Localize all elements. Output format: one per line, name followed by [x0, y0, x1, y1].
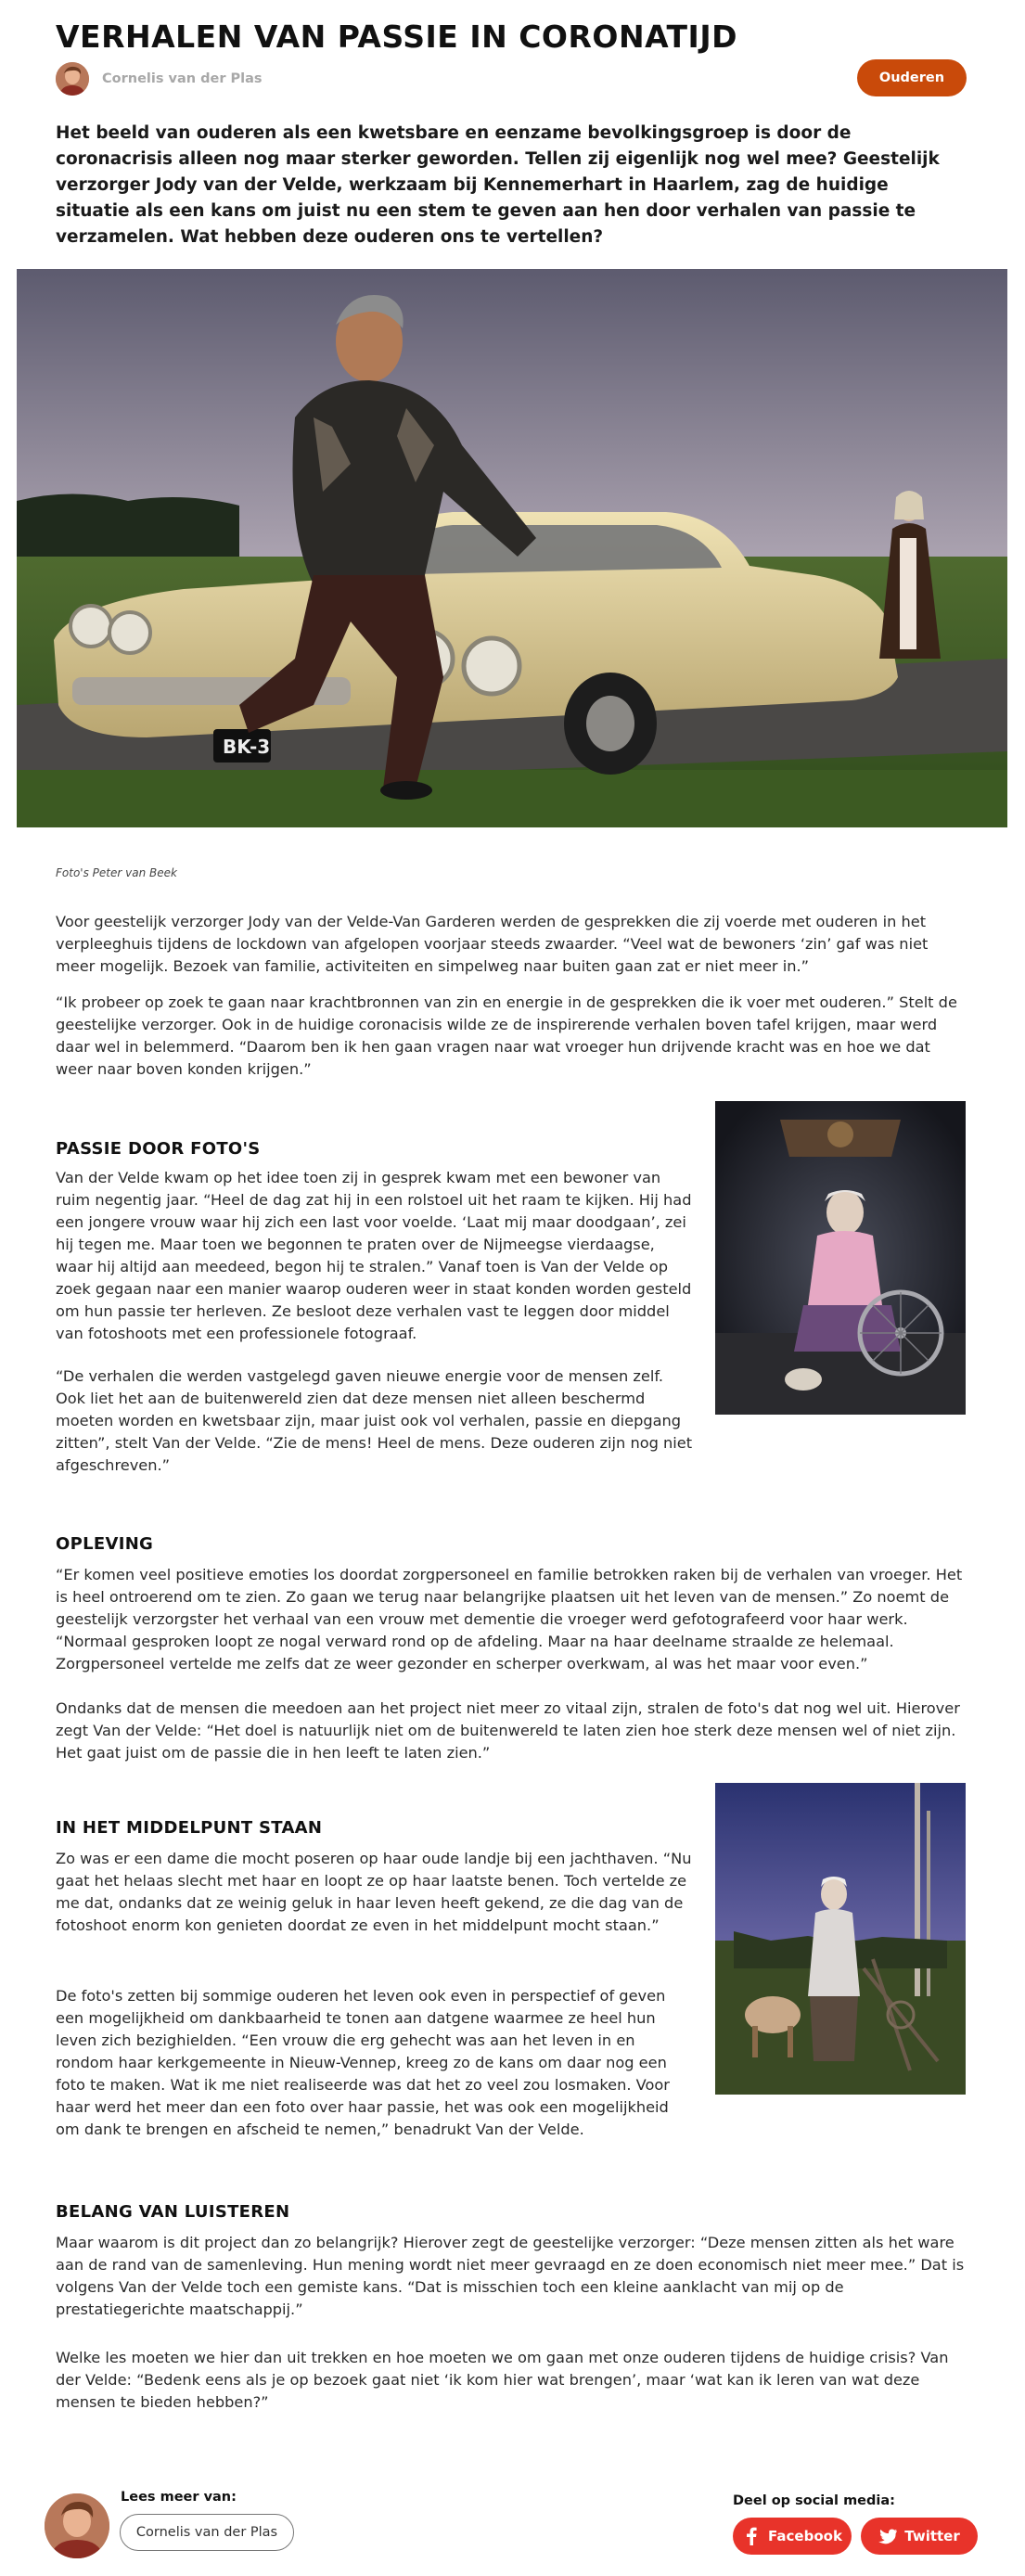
twitter-icon	[878, 2527, 897, 2545]
twitter-share-button[interactable]	[861, 2518, 978, 2555]
photo-caption: Foto's Peter van Beek	[56, 866, 177, 879]
photo-woman-wheelchair	[715, 1101, 966, 1415]
paragraph-7: Zo was er een dame die mocht poseren op haar oude landje bij een jachthaven. “Nu gaat het helaas slecht met haar en loopt ze op haar laatste benen. Toch vertelde ze me dat, ondanks dat ze weinig geluk in haar leven heeft gekend, ze die dag van de fotoshoot enorm kon genieten doordat ze even in het middelpunt mocht staan.”	[56, 1850, 692, 1934]
read-more-label: Lees meer van:	[121, 2490, 237, 2505]
photo-wheelchair-illustration	[715, 1101, 966, 1415]
heading-in-het-middelpunt-staan: IN HET MIDDELPUNT STAAN	[56, 1818, 323, 1838]
paragraph-10: Welke les moeten we hier dan uit trekken en hoe moeten we om gaan met onze ouderen tijdens de huidige crisis? Van der Velde: “Bedenk eens als je op bezoek gaat niet ‘ik kom hier wat brengen’, maar ‘wat kan ik leren van wat deze mensen te bieden hebben?”	[56, 2349, 949, 2411]
paragraph-8: De foto's zetten bij sommige ouderen het leven ook even in perspectief of geven een mogelijkheid om dankbaarheid te tonen aan datgene waarmee ze heel hun leven zich bezighielden. “Een vrouw die erg gehecht was aan het leven in en rondom haar kerkgemeente in Nieuw-Vennep, kreeg zo de kans om daar nog een foto te maken. Wat ik me niet realiseerde was dat het zo veel zou losmaken. Voor haar werd het meer dan een foto over haar passie, het was ook een mogelijkheid om dank te brengen en afscheid te nemen,” benadrukt Van der Velde.	[56, 1987, 670, 2138]
article-intro: Het beeld van ouderen als een kwetsbare en eenzame bevolkingsgroep is door de coronacrisis alleen nog maar sterker geworden. Tellen zij eigenlijk nog wel mee? Geestelijk verzorger Jody van der Velde, werkzaam bij Kennemerhart in Haarlem, zag de huidige situatie als een kans om juist nu een stem te geven aan hen door verhalen van passie te verzamelen. Wat hebben deze ouderen ons te vertellen?	[56, 123, 940, 247]
article-title: VERHALEN VAN PASSIE IN CORONATIJD	[56, 19, 738, 55]
author-name[interactable]: Cornelis van der Plas	[102, 71, 263, 86]
paragraph-3: Van der Velde kwam op het idee toen zij in gesprek kwam met een bewoner van ruim negentig jaar. “Heel de dag zat hij in een rolstoel uit het raam te kijken. Hij had een jongere vrouw waar hij zich een last voor voelde. ‘Laat mij maar doodgaan’, zei hij tegen me. Maar toen we begonnen te praten over de Nijmeegse vierdaagse, waar hij altijd aan meedeed, begon hij te stralen.” Vanaf toen is Van der Velde op zoek gegaan naar een manier waarop ouderen weer in staat konden worden gesteld om hun passie ter herleven. Ze besloot deze verhalen vast te leggen door middel van fotoshoots met een professionele fotograaf.	[56, 1169, 692, 1342]
avatar-portrait-large-icon	[45, 2493, 109, 2558]
license-plate: BK-3	[223, 736, 271, 758]
share-label: Deel op social media:	[733, 2493, 895, 2508]
paragraph-5: “Er komen veel positieve emoties los doordat zorgpersoneel en familie betrokken raken bij de verhalen van vroeger. Het is heel ontroerend om te zien. Zo gaan we terug naar belangrijke plaatsen uit het leven van de mensen.” Zo noemt de geestelijk verzorgster het verhaal van een vrouw met dementie die vroeger werd gefotografeerd voor haar werk. “Normaal gesproken loopt ze nogal verward rond op de afdeling. Maar na haar deelname straalde ze helemaal. Zorgpersoneel vertelde me zelfs dat ze weer gezonder en scherper overkwam, al was het maar voor even.”	[56, 1566, 963, 1672]
facebook-label: Facebook	[768, 2528, 842, 2544]
avatar-portrait-icon	[56, 62, 89, 96]
hero-photo	[17, 269, 1007, 827]
paragraph-2: “Ik probeer op zoek te gaan naar krachtbronnen van zin en energie in de gesprekken die ik voer met ouderen.” Stelt de geestelijke verzorger. Ook in de huidige coronacisis wilde ze de inspirerende verhalen boven tafel krijgen, maar werd daar wel in belemmerd. “Daarom ben ik hen gaan vragen naar wat vroeger hun drijvende kracht was en hoe we dat weer naar boven konden krijgen.”	[56, 993, 957, 1078]
facebook-icon	[742, 2527, 761, 2545]
author-avatar[interactable]	[56, 62, 89, 96]
tag-ouderen-button[interactable]: Ouderen	[857, 59, 967, 96]
author-avatar-large[interactable]	[45, 2493, 109, 2558]
photo-woman-harbour	[715, 1783, 966, 2095]
hero-photo-illustration	[17, 269, 1007, 827]
heading-opleving: OPLEVING	[56, 1534, 154, 1554]
twitter-label: Twitter	[904, 2528, 960, 2544]
paragraph-1: Voor geestelijk verzorger Jody van der Velde-Van Garderen werden de gesprekken die zij voerde met ouderen in het verpleeghuis tijdens de lockdown van afgelopen voorjaar steeds zwaarder. “Veel wat de bewoners ‘zin’ gaf was niet meer mogelijk. Bezoek van familie, activiteiten en simpelweg naar buiten gaan zat er niet meer in.”	[56, 913, 929, 975]
author-row	[56, 61, 263, 96]
heading-belang-van-luisteren: BELANG VAN LUISTEREN	[56, 2202, 290, 2222]
photo-harbour-illustration	[715, 1783, 966, 2095]
heading-passie-door-fotos: PASSIE DOOR FOTO'S	[56, 1139, 261, 1159]
facebook-share-button[interactable]	[733, 2518, 852, 2555]
author-chip-button[interactable]: Cornelis van der Plas	[120, 2514, 294, 2551]
paragraph-4: “De verhalen die werden vastgelegd gaven nieuwe energie voor de mensen zelf. Ook liet het aan de buitenwereld zien dat deze mensen niet alleen beschermd moeten worden en kwetsbaar zijn, maar juist ook vol verhalen, passie en diepgang zitten”, stelt Van der Velde. “Zie de mens! Heel de mens. Deze ouderen zijn nog niet afgeschreven.”	[56, 1367, 693, 1474]
paragraph-9: Maar waarom is dit project dan zo belangrijk? Hierover zegt de geestelijke verzorger: “Deze mensen zitten als het ware aan de rand van de samenleving. Hun mening wordt niet meer gevraagd en ze doen economisch niet meer mee.” Dat is volgens Van der Velde toch een gemiste kans. “Dat is misschien toch een kleine aanklacht van mij op de prestatiegerichte maatschappij.”	[56, 2234, 965, 2318]
paragraph-6: Ondanks dat de mensen die meedoen aan het project niet meer zo vitaal zijn, stralen de foto's dat nog wel uit. Hierover zegt Van der Velde: “Het doel is natuurlijk niet om de buitenwereld te laten zien hoe sterk deze mensen wel of niet zijn. Het gaat juist om de passie die in hen leeft te laten zien.”	[56, 1699, 960, 1762]
